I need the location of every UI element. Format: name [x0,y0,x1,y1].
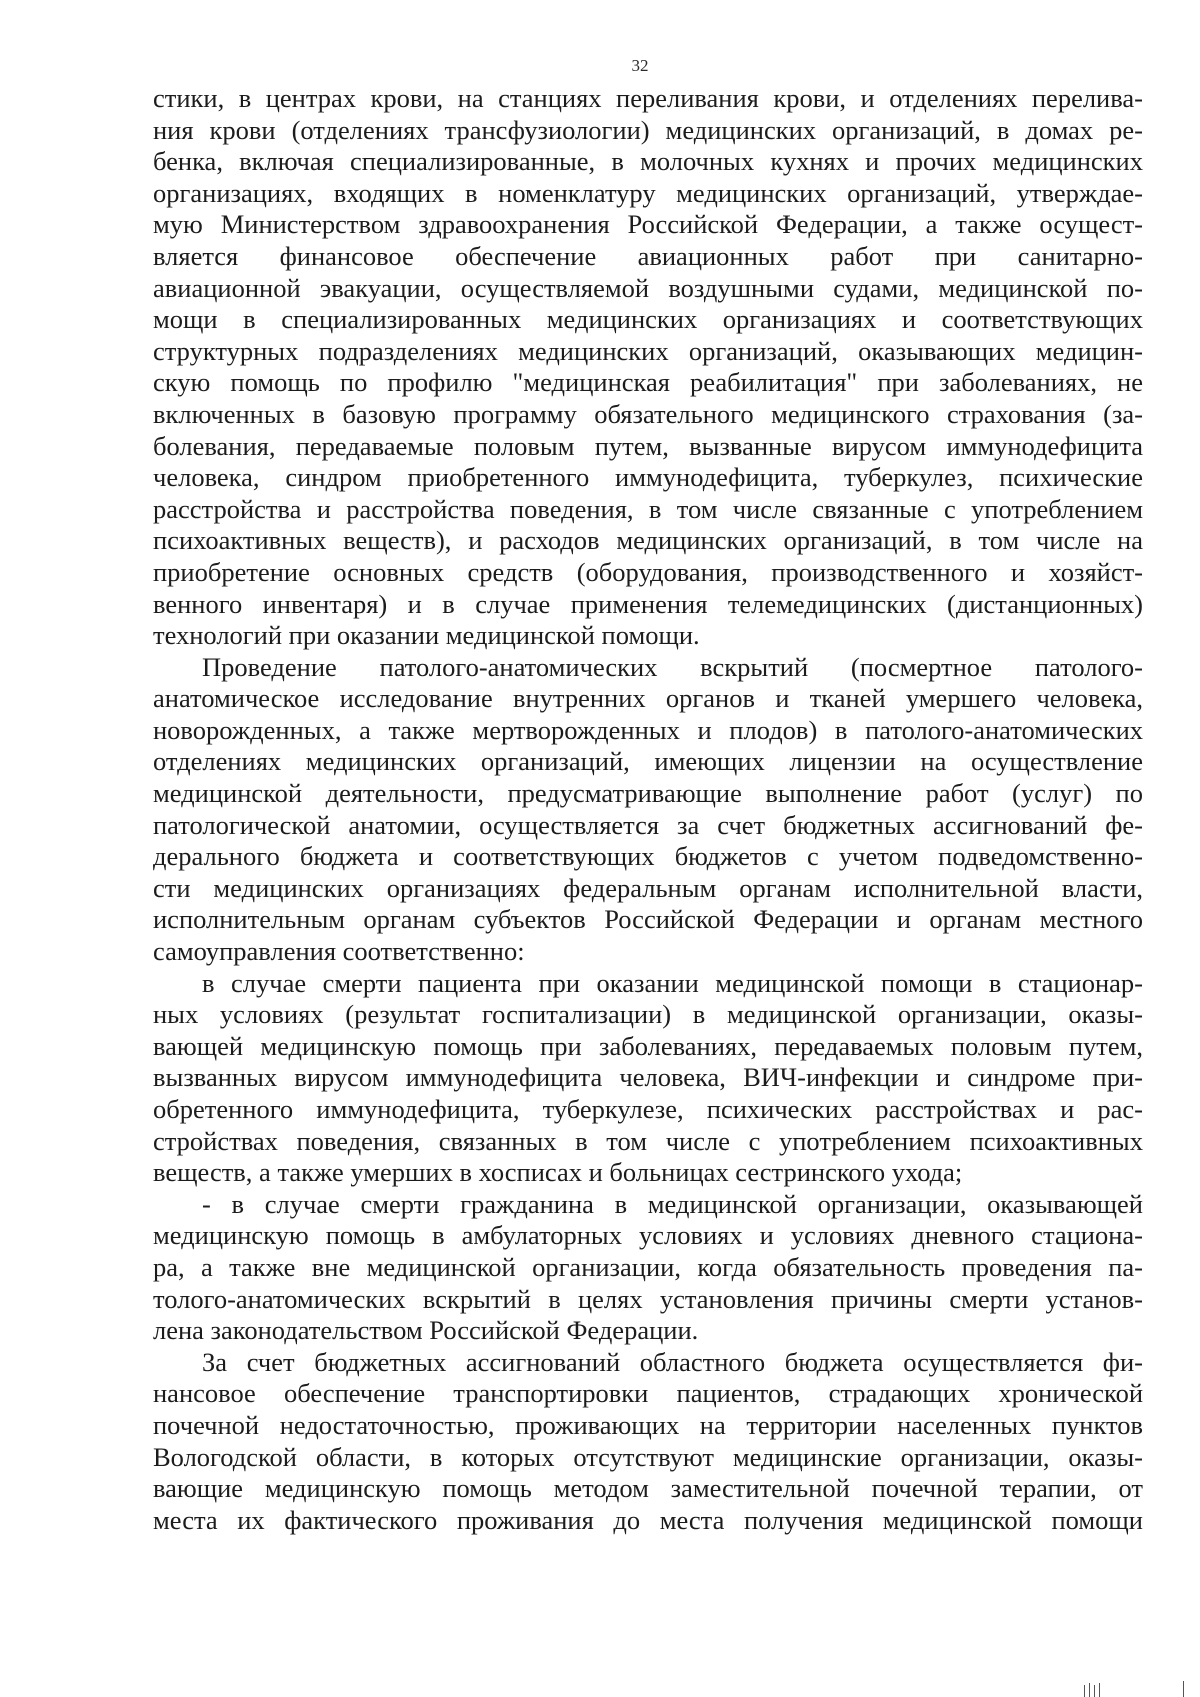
text-line: ра, а также вне медицинской организации, когда обязательность проведения па- [153,1251,1143,1282]
text-line: медицинскую помощь в амбулаторных условиях и условиях дневного стациона- [153,1220,1143,1251]
paragraph [153,83,1143,652]
text-line: исполнительным органам субъектов Российской Федерации и органам местного [153,904,1143,935]
text-line: стройствах поведения, связанных в том числе с употреблением психоактивных [153,1125,1143,1156]
text-line: организациях, входящих в номенклатуру медицинских организаций, утверждае- [153,177,1143,208]
text-line: вляется финансовое обеспечение авиационных работ при санитарно- [153,240,1143,271]
text-line: новорожденных, а также мертворожденных и плодов) в патолого-анатомических [153,714,1143,745]
paragraph [153,968,1143,1189]
text-line: места их фактического проживания до места получения медицинской помощи [153,1504,1143,1535]
paragraph [153,652,1143,968]
text-line: мощи в специализированных медицинских организациях и соответствующих [153,304,1143,335]
text-line: Вологодской области, в которых отсутствуют медицинские организации, оказы- [153,1441,1143,1472]
text-line: мую Министерством здравоохранения Российской Федерации, а также осущест- [153,209,1143,240]
text-line: человека, синдром приобретенного иммунодефицита, туберкулез, психические [153,462,1143,493]
text-line: технологий при оказании медицинской помощи. [153,620,700,651]
text-line: бенка, включая специализированные, в молочных кухнях и прочих медицинских [153,146,1143,177]
text-line: авиационной эвакуации, осуществляемой воздушными судами, медицинской по- [153,272,1143,303]
text-line: в случае смерти пациента при оказании медицинской помощи в стационар- [202,967,1143,998]
text-line: почечной недостаточностью, проживающих на территории населенных пунктов [153,1409,1143,1440]
text-line: отделениях медицинских организаций, имеющих лицензии на осуществление [153,746,1143,777]
text-line: болевания, передаваемые половым путем, вызванные вирусом иммунодефицита [153,430,1143,461]
text-line: обретенного иммунодефицита, туберкулезе, психических расстройствах и рас- [153,1094,1143,1124]
text-line: ных условиях (результат госпитализации) в медицинской организации, оказы- [153,999,1143,1030]
text-line: Проведение патолого-анатомических вскрытий (посмертное патолого- [202,651,1143,682]
paragraph [153,1347,1143,1537]
text-line: За счет бюджетных ассигнований областного бюджета осуществляется фи- [202,1346,1143,1377]
text-line: нансовое обеспечение транспортировки пациентов, страдающих хронической [153,1378,1143,1409]
text-line: структурных подразделениях медицинских организаций, оказывающих медицин- [153,335,1143,366]
text-line: анатомическое исследование внутренних органов и тканей умершего человека, [153,683,1143,714]
text-line: венного инвентаря) и в случае применения телемедицинских (дистанционных) [153,588,1143,619]
text-line: включенных в базовую программу обязательного медицинского страхования (за- [153,398,1143,429]
text-line: патологической анатомии, осуществляется за счет бюджетных ассигнований фе- [153,809,1143,840]
text-line: вызванных вирусом иммунодефицита человека, ВИЧ-инфекции и синдроме при- [153,1062,1143,1093]
text-line: стики, в центрах крови, на станциях переливания крови, и отделениях перелива- [153,83,1143,113]
document-body [153,83,1143,1536]
text-line: дерального бюджета и соответствующих бюджетов с учетом подведомственно- [153,841,1143,872]
text-line: медицинской деятельности, предусматривающие выполнение работ (услуг) по [153,778,1143,809]
scan-artifact [1080,1680,1190,1697]
text-line: сти медицинских организациях федеральным органам исполнительной власти, [153,872,1143,903]
text-line: приобретение основных средств (оборудования, производственного и хозяйст- [153,556,1143,587]
text-line: ния крови (отделениях трансфузиологии) медицинских организаций, в домах ре- [153,114,1143,145]
text-line: психоактивных веществ), и расходов медицинских организаций, в том числе на [153,525,1143,556]
text-line: толого-анатомических вскрытий в целях установления причины смерти установ- [153,1283,1143,1314]
text-line: расстройства и расстройства поведения, в том числе связанные с употреблением [153,493,1143,524]
text-line: веществ, а также умерших в хосписах и больницах сестринского ухода; [153,1157,963,1188]
text-line: вающие медицинскую помощь методом заместительной почечной терапии, от [153,1473,1143,1504]
paragraph [153,1189,1143,1347]
text-line: - в случае смерти гражданина в медицинской организации, оказывающей [202,1188,1143,1219]
page-number: 32 [631,56,649,75]
text-line: лена законодательством Российской Федерации. [153,1315,699,1346]
text-line: вающей медицинскую помощь при заболеваниях, передаваемых половым путем, [153,1030,1143,1061]
text-line: скую помощь по профилю "медицинская реабилитация" при заболеваниях, не [153,367,1143,398]
text-line: самоуправления соответственно: [153,936,525,967]
